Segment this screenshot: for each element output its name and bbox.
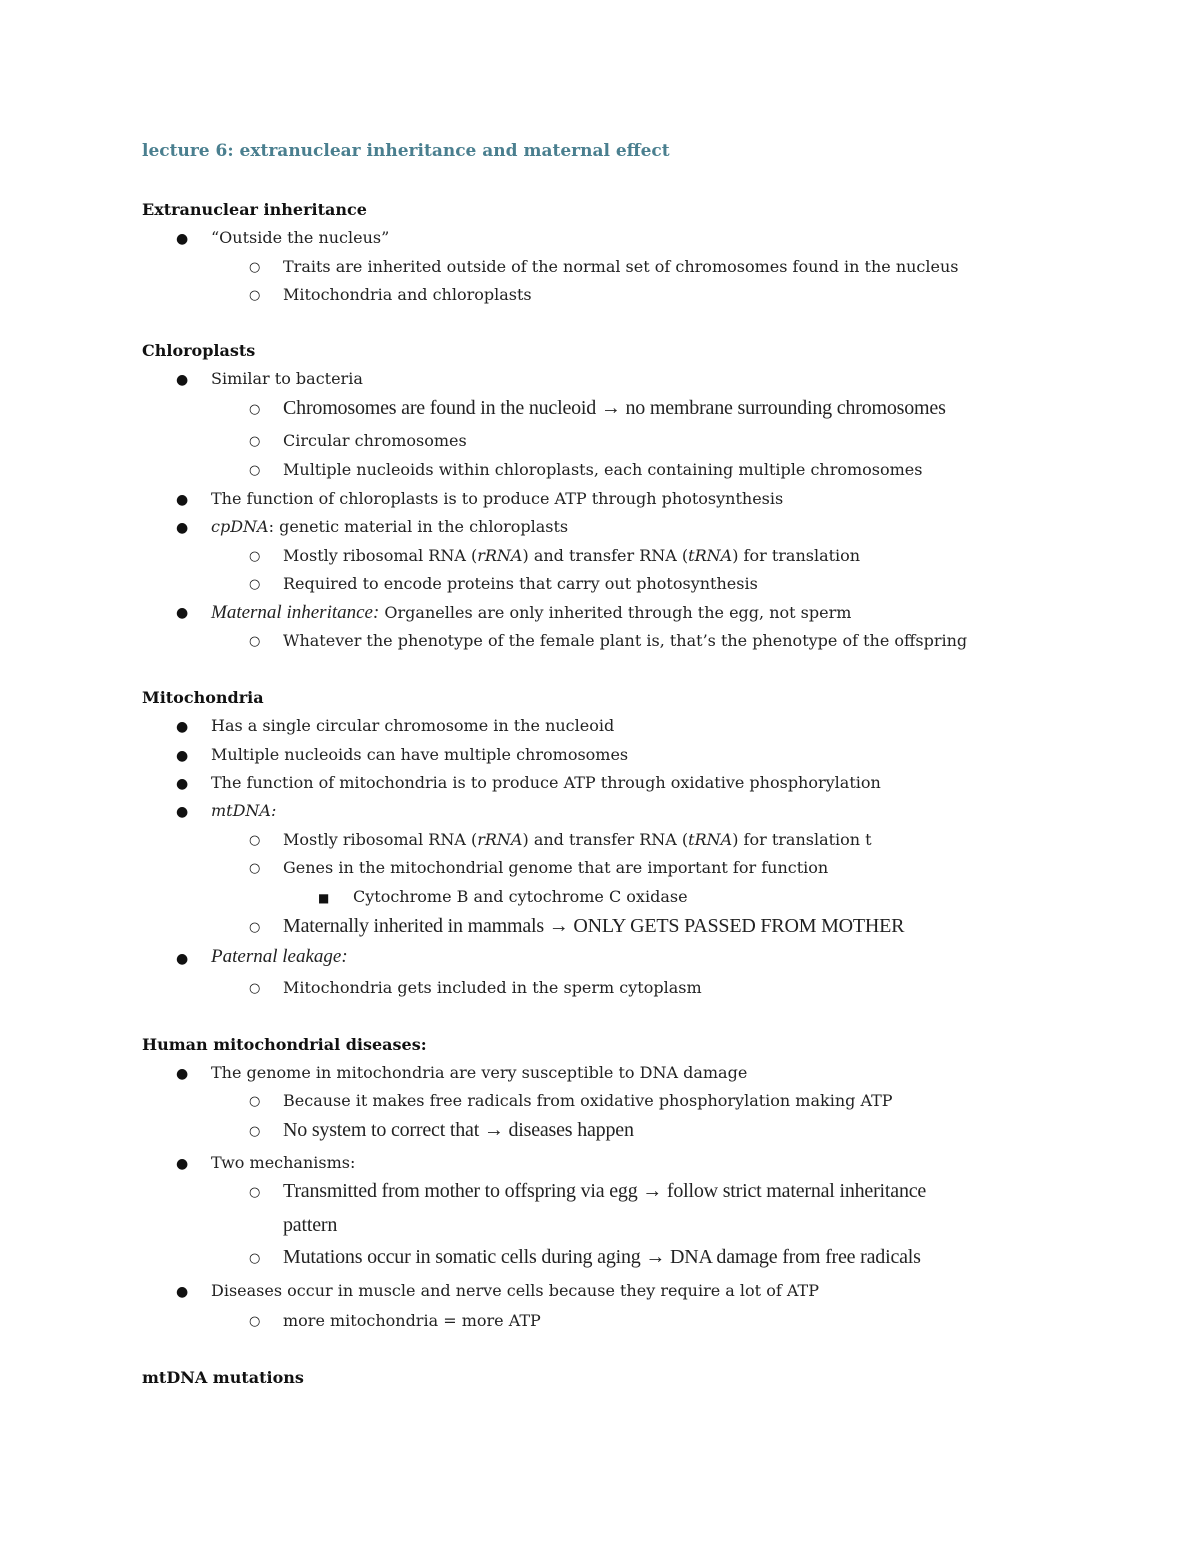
bullet-hollow: ○ bbox=[249, 1251, 261, 1266]
list-item: Whatever the phenotype of the female plant is, that’s the phenotype of the offspring bbox=[283, 631, 968, 650]
bullet-hollow: ○ bbox=[249, 402, 261, 417]
bullet-hollow: ○ bbox=[249, 1185, 261, 1200]
term-mtdna: mtDNA: bbox=[211, 801, 277, 820]
term-paternal-leakage: Paternal leakage: bbox=[211, 946, 348, 967]
bullet-filled: ● bbox=[176, 804, 189, 820]
list-item-text: ) for translation t bbox=[732, 830, 872, 849]
bullet-filled: ● bbox=[176, 492, 189, 508]
list-item: Genes in the mitochondrial genome that are important for function bbox=[283, 858, 829, 877]
term-cpdna: cpDNA bbox=[211, 517, 269, 536]
list-item bbox=[211, 517, 568, 536]
list-item: Chromosomes are found in the nucleoid → no membrane surrounding chromosomes bbox=[283, 397, 946, 419]
bullet-hollow: ○ bbox=[249, 549, 261, 564]
bullet-hollow: ○ bbox=[249, 1314, 261, 1329]
bullet-hollow: ○ bbox=[249, 1124, 261, 1139]
list-item: Circular chromosomes bbox=[283, 431, 467, 450]
bullet-hollow: ○ bbox=[249, 434, 261, 449]
bullet-hollow: ○ bbox=[249, 634, 261, 649]
bullet-hollow: ○ bbox=[249, 463, 261, 478]
list-item-continuation: pattern bbox=[283, 1214, 338, 1236]
bullet-hollow: ○ bbox=[249, 861, 261, 876]
list-item-text: Organelles are only inherited through the egg, not sperm bbox=[379, 603, 852, 622]
list-item: The genome in mitochondria are very susceptible to DNA damage bbox=[211, 1063, 748, 1082]
list-item: Mutations occur in somatic cells during aging → DNA damage from free radicals bbox=[283, 1246, 921, 1268]
bullet-hollow: ○ bbox=[249, 833, 261, 848]
bullet-hollow: ○ bbox=[249, 288, 261, 303]
list-item: The function of chloroplasts is to produce ATP through photosynthesis bbox=[211, 489, 784, 508]
list-item: “Outside the nucleus” bbox=[211, 228, 390, 247]
bullet-filled: ● bbox=[176, 951, 189, 967]
section-heading-chloroplasts: Chloroplasts bbox=[142, 341, 256, 360]
section-heading-extranuclear: Extranuclear inheritance bbox=[142, 200, 367, 219]
term-rrna: rRNA bbox=[477, 546, 523, 565]
list-item bbox=[283, 546, 860, 565]
list-item: Transmitted from mother to offspring via egg → follow strict maternal inheritance bbox=[283, 1180, 927, 1202]
list-item: Similar to bacteria bbox=[211, 369, 363, 388]
term-trna: tRNA bbox=[688, 830, 733, 849]
bullet-filled: ● bbox=[176, 1066, 189, 1082]
bullet-filled: ● bbox=[176, 1284, 189, 1300]
bullet-hollow: ○ bbox=[249, 981, 261, 996]
list-item-text: ) for translation bbox=[732, 546, 861, 565]
list-item: Mitochondria and chloroplasts bbox=[283, 285, 532, 304]
bullet-filled: ● bbox=[176, 520, 189, 536]
bullet-filled: ● bbox=[176, 1156, 189, 1172]
list-item: Because it makes free radicals from oxidative phosphorylation making ATP bbox=[283, 1091, 893, 1110]
list-item: Required to encode proteins that carry out photosynthesis bbox=[283, 574, 758, 593]
bullet-filled: ● bbox=[176, 748, 189, 764]
list-item: more mitochondria = more ATP bbox=[283, 1311, 541, 1330]
list-item bbox=[211, 602, 851, 624]
section-heading-mitochondria: Mitochondria bbox=[142, 688, 264, 707]
list-item-text: Mostly ribosomal RNA ( bbox=[283, 830, 478, 849]
list-item-text: Mostly ribosomal RNA ( bbox=[283, 546, 478, 565]
list-item: Mitochondria gets included in the sperm cytoplasm bbox=[283, 978, 702, 997]
bullet-filled: ● bbox=[176, 372, 189, 388]
list-item-text: : genetic material in the chloroplasts bbox=[268, 517, 569, 536]
list-item-text: ) and transfer RNA ( bbox=[522, 546, 689, 565]
list-item: Traits are inherited outside of the normal set of chromosomes found in the nucleus bbox=[283, 257, 959, 276]
bullet-hollow: ○ bbox=[249, 920, 261, 935]
list-item-text: ) and transfer RNA ( bbox=[522, 830, 689, 849]
bullet-square: ■ bbox=[318, 891, 330, 905]
list-item: Cytochrome B and cytochrome C oxidase bbox=[353, 887, 688, 906]
list-item: Multiple nucleoids can have multiple chromosomes bbox=[211, 745, 629, 764]
bullet-hollow: ○ bbox=[249, 260, 261, 275]
bullet-filled: ● bbox=[176, 605, 189, 621]
list-item: Multiple nucleoids within chloroplasts, each containing multiple chromosomes bbox=[283, 460, 923, 479]
term-maternal-inheritance: Maternal inheritance: bbox=[211, 602, 380, 623]
bullet-filled: ● bbox=[176, 776, 189, 792]
list-item: No system to correct that → diseases happen bbox=[283, 1119, 634, 1141]
section-heading-diseases: Human mitochondrial diseases: bbox=[142, 1035, 427, 1054]
term-trna: tRNA bbox=[688, 546, 733, 565]
list-item: Has a single circular chromosome in the nucleoid bbox=[211, 716, 615, 735]
list-item: Diseases occur in muscle and nerve cells because they require a lot of ATP bbox=[211, 1281, 819, 1300]
term-rrna: rRNA bbox=[477, 830, 523, 849]
bullet-filled: ● bbox=[176, 719, 189, 735]
bullet-filled: ● bbox=[176, 231, 189, 247]
list-item: Two mechanisms: bbox=[211, 1153, 356, 1172]
section-heading-mtdna-mutations: mtDNA mutations bbox=[142, 1368, 304, 1387]
bullet-hollow: ○ bbox=[249, 1094, 261, 1109]
list-item: Maternally inherited in mammals → ONLY GETS PASSED FROM MOTHER bbox=[283, 915, 905, 937]
page-title: lecture 6: extranuclear inheritance and maternal effect bbox=[142, 141, 670, 161]
list-item: The function of mitochondria is to produce ATP through oxidative phosphorylation bbox=[211, 773, 881, 792]
bullet-hollow: ○ bbox=[249, 577, 261, 592]
list-item bbox=[283, 830, 872, 849]
